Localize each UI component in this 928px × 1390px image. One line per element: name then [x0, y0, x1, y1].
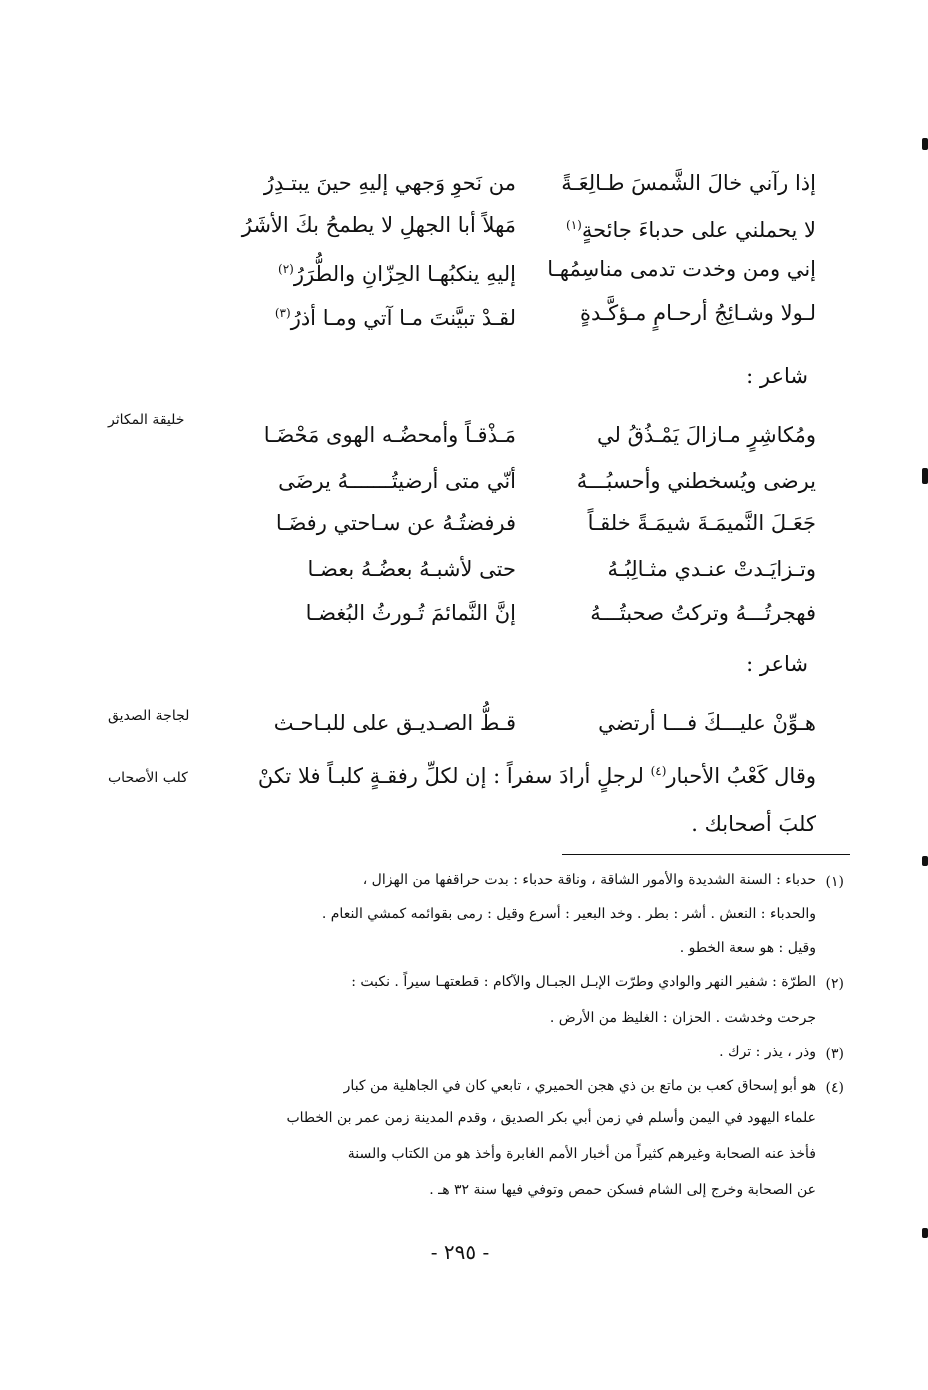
footnote-line: علماء اليهود في اليمن وأسلم في زمن أبي بكر الصديق ، وقدم المدينة زمن عمر بن الخطاب [286, 1110, 816, 1126]
poet-label: شاعر : [746, 364, 808, 388]
poet-label: شاعر : [746, 652, 808, 676]
poem2-verse-3-left: فرفضتُـهُ عن سـاحتي رفضَـا [275, 511, 516, 535]
footnote-line: عن الصحابة وخرج إلى الشام فسكن حمص وتوفي فيها سنة ٣٢ هـ . [429, 1182, 816, 1198]
footnote-line: جرحت وخدشت . الحزان : الغليظ من الأرض . [549, 1010, 816, 1026]
footnote-ref-3: (٣) [274, 306, 291, 320]
poem2-verse-3-right: جَعَـلَ النَّميمَـةَ شيمَـةً خلقـاً [587, 511, 816, 535]
footnote-line: وذر ، يذر : ترك . [719, 1044, 816, 1060]
footnote-line: الطرّة : شفير النهر والوادي وطرّت الإبـل الجبـال والآكام : قطعتهـا سيراً . نكبت : [351, 974, 816, 990]
footnote-line: هو أبو إسحاق كعب بن ماتع بن ذي هجن الحميري ، تابعي كان في الجاهلية من كبار [343, 1078, 816, 1094]
poem1-verse-2-right: لا يحملني على حدباءَ جائحةٍ$^{(١)}$ [566, 218, 816, 242]
poem2-verse-5-right: فهجرتُـــهُ وتركتُ صحبتُـــهُ [590, 601, 816, 625]
poem1-verse-1-right: إذا رآني خالَ الشَّمسَ طـالِعَـةً [561, 171, 816, 195]
footnote-number: (٤) [825, 1080, 844, 1096]
scan-edge-mark [922, 1228, 928, 1238]
poem3-verse-right: هـوِّنْ عليـــكَ فـــا أرتضي [598, 711, 816, 735]
poem1-verse-3-left: إليهِ ينكبُهـا الحِزّانِ والطُّرَرُ$^{(٢)}$ [278, 262, 516, 286]
poem2-verse-2-left: أنّي متى أرضيتُـــــــهُ يرضَى [278, 469, 516, 493]
margin-heading: لجاجة الصديق [108, 708, 190, 724]
poem3-verse-left: قـطُّ الصـديـق على للبـاحـث [273, 711, 516, 735]
scan-edge-mark [922, 856, 928, 866]
poem1-verse-2-left: مَهلاً أبا الجهلِ لا يطمحُ بكَ الأشَرُ [241, 213, 516, 237]
poem2-verse-2-right: يرضى ويُسخطني وأحسبُـــهُ [576, 469, 816, 493]
poem2-verse-5-left: إنَّ النَّمائمَ تُـورثُ البُغضـا [305, 601, 516, 625]
poem1-verse-3-right: إني ومن وخدت تدمى مناسِمُهـا [547, 257, 816, 281]
poem1-verse-1-left: من نَحوِ وَجهي إليهِ حينَ يبتـدِرُ [263, 171, 516, 195]
footnote-line: والحدباء : النعش . أشر : بطر . وخد البعير : أسرع وقيل : رمى بقوائمه كمشي النعام . [321, 906, 816, 922]
prose-line-1: وقال كَعْبُ الأحبار$^{(٤)}$ لرجلٍ أرادَ سفراً : إن لكلِّ رفقـةٍ كلبـاً فلا تكنْ [257, 764, 816, 788]
footnote-separator [562, 854, 850, 855]
poem1-verse-4-left: لقـدْ تبيَّنتَ مـا آتي ومـا أذرُ$^{(٣)}$ [274, 306, 516, 330]
footnote-ref-4: (٤) [650, 764, 667, 778]
poem1-verse-4-right: لـولا وشـائِجُ أرحـامٍ مـؤكَّـدةٍ [579, 301, 816, 325]
poem2-verse-4-left: حتى لأشبـهُ بعضُـهُ بعضـا [307, 557, 516, 581]
footnote-number: (٣) [825, 1046, 844, 1062]
poem2-verse-1-right: ومُكاشِرٍ مـازالَ يَمْـذُقُ لي [597, 423, 816, 447]
footnote-line: حدباء : السنة الشديدة والأمور الشاقة ، وناقة حدباء : بدت حراقفها من الهزال ، [362, 872, 816, 888]
poem2-verse-4-right: وتـزايَـدتْ عنـدي مثـالِبُـهُ [607, 557, 816, 581]
footnote-ref-2: (٢) [278, 262, 294, 276]
footnote-number: (١) [825, 874, 844, 890]
page-number: - ٢٩٥ - [430, 1240, 490, 1264]
footnote-line: وقيل : هو سعة الخطو . [679, 940, 816, 956]
margin-heading: كلب الأصحاب [108, 770, 188, 786]
margin-heading: خليقة المكاثر [108, 412, 185, 428]
footnote-number: (٢) [825, 976, 844, 992]
prose-line-2: كلبَ أصحابك . [691, 812, 816, 836]
footnote-line: فأخذ عنه الصحابة وغيرهم كثيراً من أخبار الأمم الغابرة وأخذ هو من الكتاب والسنة [347, 1146, 816, 1162]
scan-edge-mark [922, 468, 928, 484]
scan-edge-mark [922, 138, 928, 150]
footnote-ref-1: (١) [566, 218, 582, 232]
poem2-verse-1-left: مَـذْقـاً وأمحضُـه الهوى مَحْضَـا [263, 423, 516, 447]
